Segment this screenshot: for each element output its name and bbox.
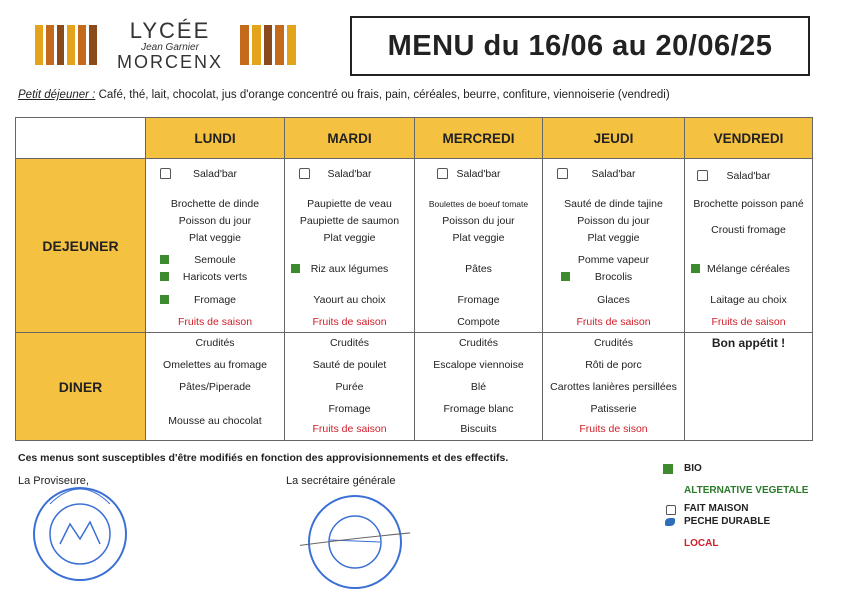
lunch-item: Paupiette de saumon	[299, 215, 400, 227]
lunch-item: Brochette de dinde	[170, 198, 260, 210]
lunch-item: Crousti fromage	[711, 224, 786, 236]
lunch-item: Salad'bar	[726, 170, 771, 182]
signature-label-left: La Proviseure,	[18, 475, 89, 487]
dinner-lundi	[146, 333, 285, 441]
signature-label-right: La secrétaire générale	[286, 475, 396, 487]
dinner-dessert: Fruits de sison	[579, 423, 648, 435]
lunch-item: Plat veggie	[452, 232, 505, 244]
legend-bio: BIO	[684, 463, 702, 474]
lunch-dessert: Fruits de saison	[576, 316, 651, 328]
row-label-dinner: DINER	[16, 333, 146, 441]
lunch-item: Fromage	[457, 294, 500, 306]
lunch-item: Poisson du jour	[178, 215, 252, 227]
menu-title: MENU du 16/06 au 20/06/25	[387, 29, 773, 62]
lunch-dessert: Compote	[457, 316, 500, 328]
lunch-item: Salad'bar	[591, 168, 636, 180]
legend-fish: PECHE DURABLE	[684, 516, 771, 527]
logo-town: MORCENX	[116, 52, 223, 72]
lunch-item: Mélange céréales	[707, 263, 790, 275]
dinner-item: Crudités	[593, 337, 634, 349]
lunch-item: Plat veggie	[587, 232, 640, 244]
header-mercredi: MERCREDI	[415, 118, 543, 159]
dinner-item: Patisserie	[590, 403, 637, 415]
dinner-item: Fromage	[328, 403, 371, 415]
lunch-item: Poisson du jour	[442, 215, 515, 227]
disclaimer-note: Ces menus sont susceptibles d'être modifiés en fonction des approvisionnements et des effectifs.	[18, 452, 509, 464]
fish-icon	[665, 518, 675, 526]
row-label-lunch: DEJEUNER	[16, 159, 146, 333]
lunch-item: Fromage	[193, 294, 236, 306]
school-stamp-left	[30, 484, 130, 584]
header-empty	[16, 118, 146, 159]
school-logo	[100, 20, 240, 71]
dinner-item: Escalope viennoise	[433, 359, 524, 371]
header-lundi: LUNDI	[146, 118, 285, 159]
lunch-item: Brochette poisson pané	[693, 198, 804, 210]
menu-table	[15, 117, 813, 441]
school-stamp-right	[300, 490, 410, 590]
logo-name: Jean Garnier	[141, 42, 199, 53]
lunch-item: Poisson du jour	[577, 215, 650, 227]
lunch-item: Yaourt au choix	[313, 294, 386, 306]
dinner-item: Omelettes au fromage	[163, 359, 267, 371]
header-mardi: MARDI	[285, 118, 415, 159]
header-jeudi: JEUDI	[543, 118, 685, 159]
lunch-vendredi	[685, 159, 813, 333]
lunch-item: Boulettes de boeuf tomate	[428, 199, 529, 209]
dinner-dessert: Fruits de saison	[312, 423, 387, 435]
lunch-item: Semoule	[194, 254, 236, 266]
lunch-item: Laitage au choix	[710, 294, 787, 306]
lunch-item: Salad'bar	[192, 168, 238, 180]
lunch-item: Salad'bar	[327, 168, 372, 180]
lunch-item: Salad'bar	[456, 168, 501, 180]
lunch-item: Sauté de dinde tajine	[564, 198, 663, 210]
lunch-item: Pomme vapeur	[577, 254, 650, 266]
legend-veg: ALTERNATIVE VEGETALE	[684, 485, 809, 496]
bio-leaf-icon	[663, 464, 673, 474]
breakfast-text: Café, thé, lait, chocolat, jus d'orange concentré ou frais, pain, céréales, beurre, confiture, viennoiserie (vendredi)	[98, 89, 670, 101]
lunch-item: Glaces	[597, 294, 630, 306]
dinner-item: Mousse au chocolat	[168, 415, 262, 427]
breakfast-label: Petit déjeuner :	[18, 89, 96, 101]
dinner-mardi	[285, 333, 415, 441]
dinner-mercredi	[415, 333, 543, 441]
menu-title-box	[350, 16, 810, 76]
dinner-vendredi	[685, 333, 813, 441]
dinner-item: Fromage blanc	[443, 403, 514, 415]
dinner-item: Rôti de porc	[585, 359, 642, 371]
lunch-dessert: Fruits de saison	[312, 316, 387, 328]
lunch-item: Pâtes	[465, 263, 492, 275]
dinner-item: Blé	[470, 381, 487, 393]
chef-hat-icon	[666, 505, 676, 515]
lunch-lundi	[146, 159, 285, 333]
lunch-item: Haricots verts	[182, 271, 248, 283]
dinner-item: Sauté de poulet	[312, 359, 387, 371]
lunch-item: Brocolis	[594, 271, 633, 283]
lunch-mercredi	[415, 159, 543, 333]
dinner-jeudi	[543, 333, 685, 441]
lunch-jeudi	[543, 159, 685, 333]
logo-bars-left	[35, 25, 97, 65]
dinner-item: Crudités	[329, 337, 370, 349]
lunch-item: Paupiette de veau	[307, 198, 392, 210]
lunch-mardi	[285, 159, 415, 333]
lunch-dessert: Fruits de saison	[711, 316, 786, 328]
dinner-item: Carottes lanières persillées	[550, 381, 677, 393]
bon-appetit: Bon appétit !	[711, 336, 786, 350]
logo-lycee: LYCÉE	[129, 18, 211, 43]
lunch-dessert: Fruits de saison	[177, 316, 253, 328]
dinner-item: Purée	[335, 381, 364, 393]
logo-bars-right	[240, 25, 296, 65]
lunch-item: Plat veggie	[323, 232, 376, 244]
header-vendredi: VENDREDI	[685, 118, 813, 159]
breakfast-line	[18, 89, 670, 101]
dinner-item: Crudités	[458, 337, 499, 349]
lunch-item: Riz aux légumes	[310, 263, 389, 275]
legend-home: FAIT MAISON	[684, 503, 749, 514]
dinner-item: Pâtes/Piperade	[179, 381, 251, 393]
lunch-item: Plat veggie	[189, 232, 241, 244]
dinner-item: Biscuits	[460, 423, 497, 435]
legend-local: LOCAL	[684, 538, 719, 549]
dinner-item: Crudités	[195, 337, 235, 349]
